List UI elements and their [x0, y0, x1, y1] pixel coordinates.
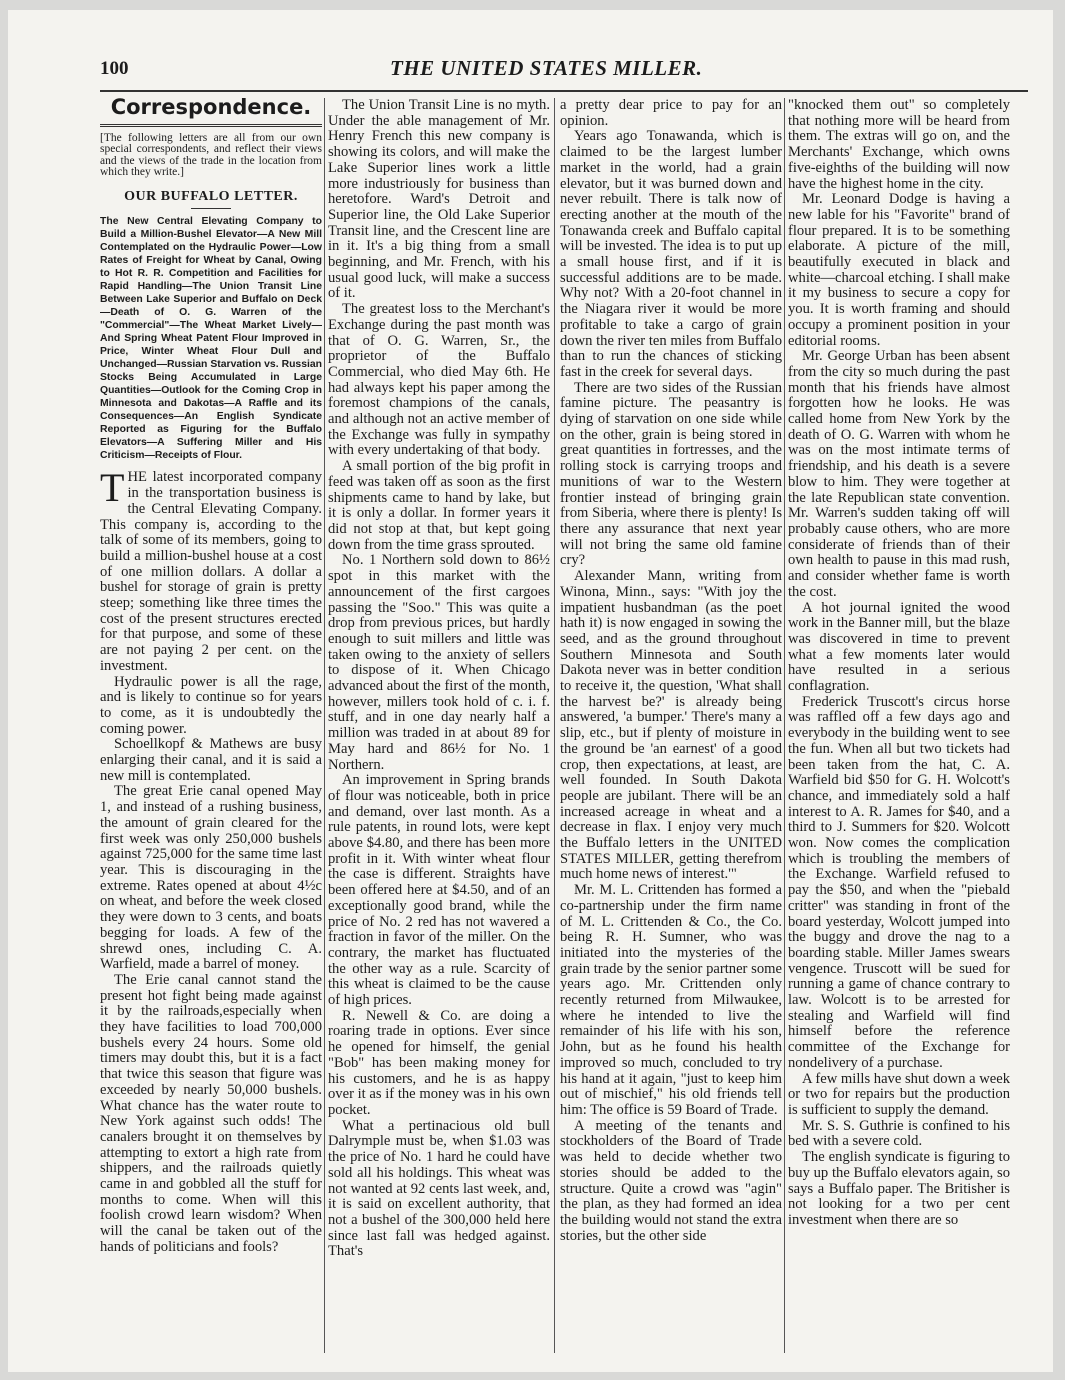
drop-cap: T	[100, 465, 125, 511]
paragraph: Schoellkopf & Mathews are busy enlarging their canal, and it is said a new mill is contemplated.	[100, 736, 322, 784]
intro-note: [The following letters are all from our own special correspondents, and reflect their views and the views of the trade in the location from which they write.]	[100, 131, 322, 179]
header-rule	[100, 90, 1028, 92]
paragraph: "knocked them out" so completely that nothing more will be heard from them. The extras will go on, and the Merchants' Exchange, which owns five-eighths of the building will now have the highest home in the city.	[788, 98, 1010, 192]
paragraph: What a pertinacious old bull Dalrymple must be, when $1.03 was the price of No. 1 hard he could have sold all his holdings. This wheat was not wanted at 92 cents last week, and, it is said on excellent authority, that not a bushel of the 300,000 held here since last fall was hedged against. That's	[328, 1117, 550, 1260]
column-rule	[554, 98, 555, 1353]
column-3	[560, 98, 782, 1358]
paragraph: A small portion of the big profit in feed was taken off as soon as the first shipments came to hand by lake, but it is only a dollar. In former years it did not stop at that, but kept going down from the time grass sprouted.	[328, 458, 550, 553]
paragraph: Hydraulic power is all the rage, and is likely to continue so for years to come, as it is undoubtedly the coming power.	[100, 673, 322, 737]
paragraph: Mr. Leonard Dodge is having a new lable for his "Favorite" brand of flour prepared. It is to be something elaborate. A picture of the mill, beautifully executed in black and white—charcoal etching. I shall make it my business to secure a copy for you. It is worth framing and should occupy a prominent position in your editorial rooms.	[788, 191, 1010, 349]
letter-summary: The New Central Elevating Company to Build a Million-Bushel Elevator—A New Mill Contemplated on the Hydraulic Power—Low Rates of Freight for Wheat by Canal, Owing to Hot R. R. Competition and Facilities for Rapid Handling—The Union Transit Line Between Lake Superior and Buffalo on Deck—Death of O. G. Warren of the "Commercial"—The Wheat Market Lively—And Spring Wheat Patent Flour Improved in Price, Winter Wheat Flour Dull and Unchanged—Russian Starvation vs. Russian Stocks Being Accumulated in Large Quantities—Outlook for the Coming Crop in Minnesota and Dakotas—A Raffle and its Consequences—An English Syndicate Reported as Figuring for the Buffalo Elevators—A Suffering Miller and His Criticism—Receipts of Flour.	[100, 216, 322, 462]
column-rule	[784, 98, 785, 1353]
paragraph: There are two sides of the Russian famine picture. The peasantry is dying of starvation on one side while on the other, grain is being stored in great quantities in fortresses, and the rolling stock is carrying troops and munitions of war to the Western frontier instead of bringing grain from Siberia, where there is plenty! Is there any assurance that next year will not bring the same old famine cry?	[560, 379, 782, 569]
paragraph: The Erie canal cannot stand the present hot fight being made against it by the railroads,especially when they have facilities to load 700,000 bushels every 24 hours. Some old timers may doubt this, but it is a fact that twice this season that figure was exceeded by nearly 50,000 bushels. What chance has the water route to New York against such odds! The canalers brought it on themselves by attempting to extort a high rate from shippers, and the railroads quietly came in and gobbled all the stuff for months to come. When will this foolish crowd learn wisdom? When will the canal be taken out of the hands of politicians and fools?	[100, 971, 322, 1255]
running-title: THE UNITED STATES MILLER.	[390, 56, 703, 80]
paragraph: A meeting of the tenants and stockholders of the Board of Trade was held to decide whether two stories should be added to the structure. Quite a crowd was "agin" the plan, as they had formed an idea the building would not stand the extra stories, but the other side	[560, 1117, 782, 1244]
paragraph: Frederick Truscott's circus horse was raffled off a few days ago and everybody in the building went to see the fun. When all but two tickets had been taken from the hat, C. A. Warfield bid $50 for G. H. Wolcott's chance, and immediately sold a half interest to A. R. James for $40, and a third to J. Summers for $20. Wolcott won. Now comes the complication which is troubling the members of the Exchange. Warfield refused to pay the $50, and when the "piebald critter" was standing in front of the board yesterday, Wolcott jumped into the buggy and drove the nag to a boarding stable. Miller James swears vengence. Truscott will be sued for running a game of chance contrary to law. Wolcott is to be arrested for stealing and Warfield will find himself before the reference committee of the Exchange for nondelivery of a purchase.	[788, 693, 1010, 1071]
paragraph: THE latest incorporated company in the transportation business is the Central Elevating Company. This company is, according to the talk of some of its members, going to build a million-bushel house at a cost of one million dollars. A dollar a bushel for storage of grain is pretty steep; something like three times the cost of the present structures erected for that purpose, and some of these are not paying 2 per cent. on the investment.	[100, 465, 322, 674]
paragraph: Mr. George Urban has been absent from the city so much during the past month that his friends have almost forgotten how he looks. He was called home from New York by the death of O. G. Warren with whom he was on the most intimate terms of friendship, and his death is a severe blow to him. They were together at the late Republican state convention. Mr. Warren's sudden taking off will probably cause others, who are more considerate of friends than of their own health to pause in this mad rush, and consider whether fame is worth the cost.	[788, 348, 1010, 600]
paragraph: R. Newell & Co. are doing a roaring trade in options. Ever since he opened for himself, the genial "Bob" has been making money for his customers, and he is as happy over it as if the money was in his own pocket.	[328, 1007, 550, 1118]
column-rule	[324, 98, 325, 1353]
paragraph: The Union Transit Line is no myth. Under the able management of Mr. Henry French this new company is showing its colors, and will make the Lake Superior lines work a little more industriously for business than heretofore. Ward's Detroit and Superior line, the Old Lake Superior Transit line, and the Crescent line are in it. It's a big thing from a small beginning, and Mr. French, with his usual good luck, will make a success of it.	[328, 98, 550, 302]
column-2	[328, 98, 550, 1358]
column-1	[100, 98, 322, 1358]
paragraph: Mr. S. S. Guthrie is confined to his bed with a severe cold.	[788, 1117, 1010, 1150]
paragraph: The greatest loss to the Merchant's Exchange during the past month was that of O. G. Warren, Sr., the proprietor of the Buffalo Commercial, who died May 6th. He had always kept his paper among the foremost champions of the canals, and although not an active member of the Exchange was fully in sympathy with every undertaking of that body.	[328, 301, 550, 459]
paragraph: An improvement in Spring brands of flour was noticeable, both in price and demand, over last month. As a rule patents, in round lots, were kept above $4.80, and there has been more profit in it. With winter wheat flour the case is different. Straights have been offered here at $4.50, and of an exceptionally good brand, while the price of No. 2 red has not wavered a fraction in favor of the miller. On the contrary, the market has fluctuated the other way as a rule. Scarcity of this wheat is claimed to be the cause of high prices.	[328, 772, 550, 1009]
paragraph: Mr. M. L. Crittenden has formed a co-partnership under the firm name of M. L. Crittenden & Co., the Co. being R. H. Sumner, who was initiated into the mysteries of the grain trade by the senior partner some years ago. Mr. Crittenden only recently returned from Milwaukee, where he intended to live the remainder of his life with his son, John, but as he found his health improved so much, concluded to try his hand at it again, "just to keep him out of mischief," his old friends tell him: The office is 59 Board of Trade.	[560, 882, 782, 1118]
letter-title: OUR BUFFALO LETTER.	[124, 188, 298, 204]
paragraph: The english syndicate is figuring to buy up the Buffalo elevators again, so says a Buffalo paper. The Britisher is not looking for a two per cent investment when there are so	[788, 1149, 1010, 1228]
paragraph: A few mills have shut down a week or two for repairs but the production is sufficient to supply the demand.	[788, 1070, 1010, 1118]
paragraph: A hot journal ignited the wood work in the Banner mill, but the blaze was discovered in time to prevent what a few moments later would have resulted in a serious conflagration.	[788, 599, 1010, 695]
section-rule	[100, 124, 322, 127]
page-header	[100, 52, 1020, 88]
newspaper-page	[8, 10, 1053, 1372]
paragraph: The great Erie canal opened May 1, and instead of a rushing business, the amount of grain cleared for the first week was only 250,000 bushels against 725,000 for the same time last year. This is discouraging in the extreme. Rates opened at about 4½c on wheat, and before the week closed they were down to 3 cents, and boats begging for loads. A few of the shrewd ones, including C. A. Warfield, made a barrel of money.	[100, 783, 322, 973]
page-number: 100	[100, 58, 129, 79]
column-4	[788, 98, 1010, 1358]
paragraph: a pretty dear price to pay for an opinion.	[560, 98, 782, 129]
section-title: Correspondence.	[110, 98, 312, 119]
paragraph: Years ago Tonawanda, which is claimed to be the largest lumber market in the world, had a grain elevator, but it was burned down and never rebuilt. There is talk now of erecting another at the mouth of the Tonawanda creek and Buffalo capital will be invested. The idea is to put up a small house first, and if it is successful additions are to be made. Why not? With a 20-foot channel in the Niagara river it would be more profitable to take a cargo of grain down the river ten miles from Buffalo than to run the chances of sticking fast in the creek for several days.	[560, 128, 782, 380]
paragraph: No. 1 Northern sold down to 86½ spot in this market with the announcement of the first cargoes passing the "Soo." This was quite a drop from previous prices, but hardly enough to suit millers and little was taken owing to the anxiety of sellers to dispose of it. When Chicago advanced about the first of the month, however, millers took hold of c. i. f. stuff, and in one day nearly half a million was traded in at about 89 for May hard and 86½ for No. 1 Northern.	[328, 552, 550, 773]
title-rule	[191, 208, 231, 209]
paragraph: Alexander Mann, writing from Winona, Minn., says: "With joy the impatient husbandman (as the poet hath it) is now engaged in sowing the seed, and as the ground throughout Southern Minnesota and South Dakota never was in better condition to receive it, the question, 'What shall the harvest be?' is already being answered, 'a bumper.' There's many a slip, etc., but if plenty of moisture in the ground be 'an earnest' of a good crop, then expectations, at least, are well founded. In South Dakota people are jubilant. There will be an increased acreage in wheat and a decrease in flax. I enjoy very much the Buffalo letters in the UNITED STATES MILLER, getting therefrom much home news of interest.'"	[560, 568, 782, 883]
